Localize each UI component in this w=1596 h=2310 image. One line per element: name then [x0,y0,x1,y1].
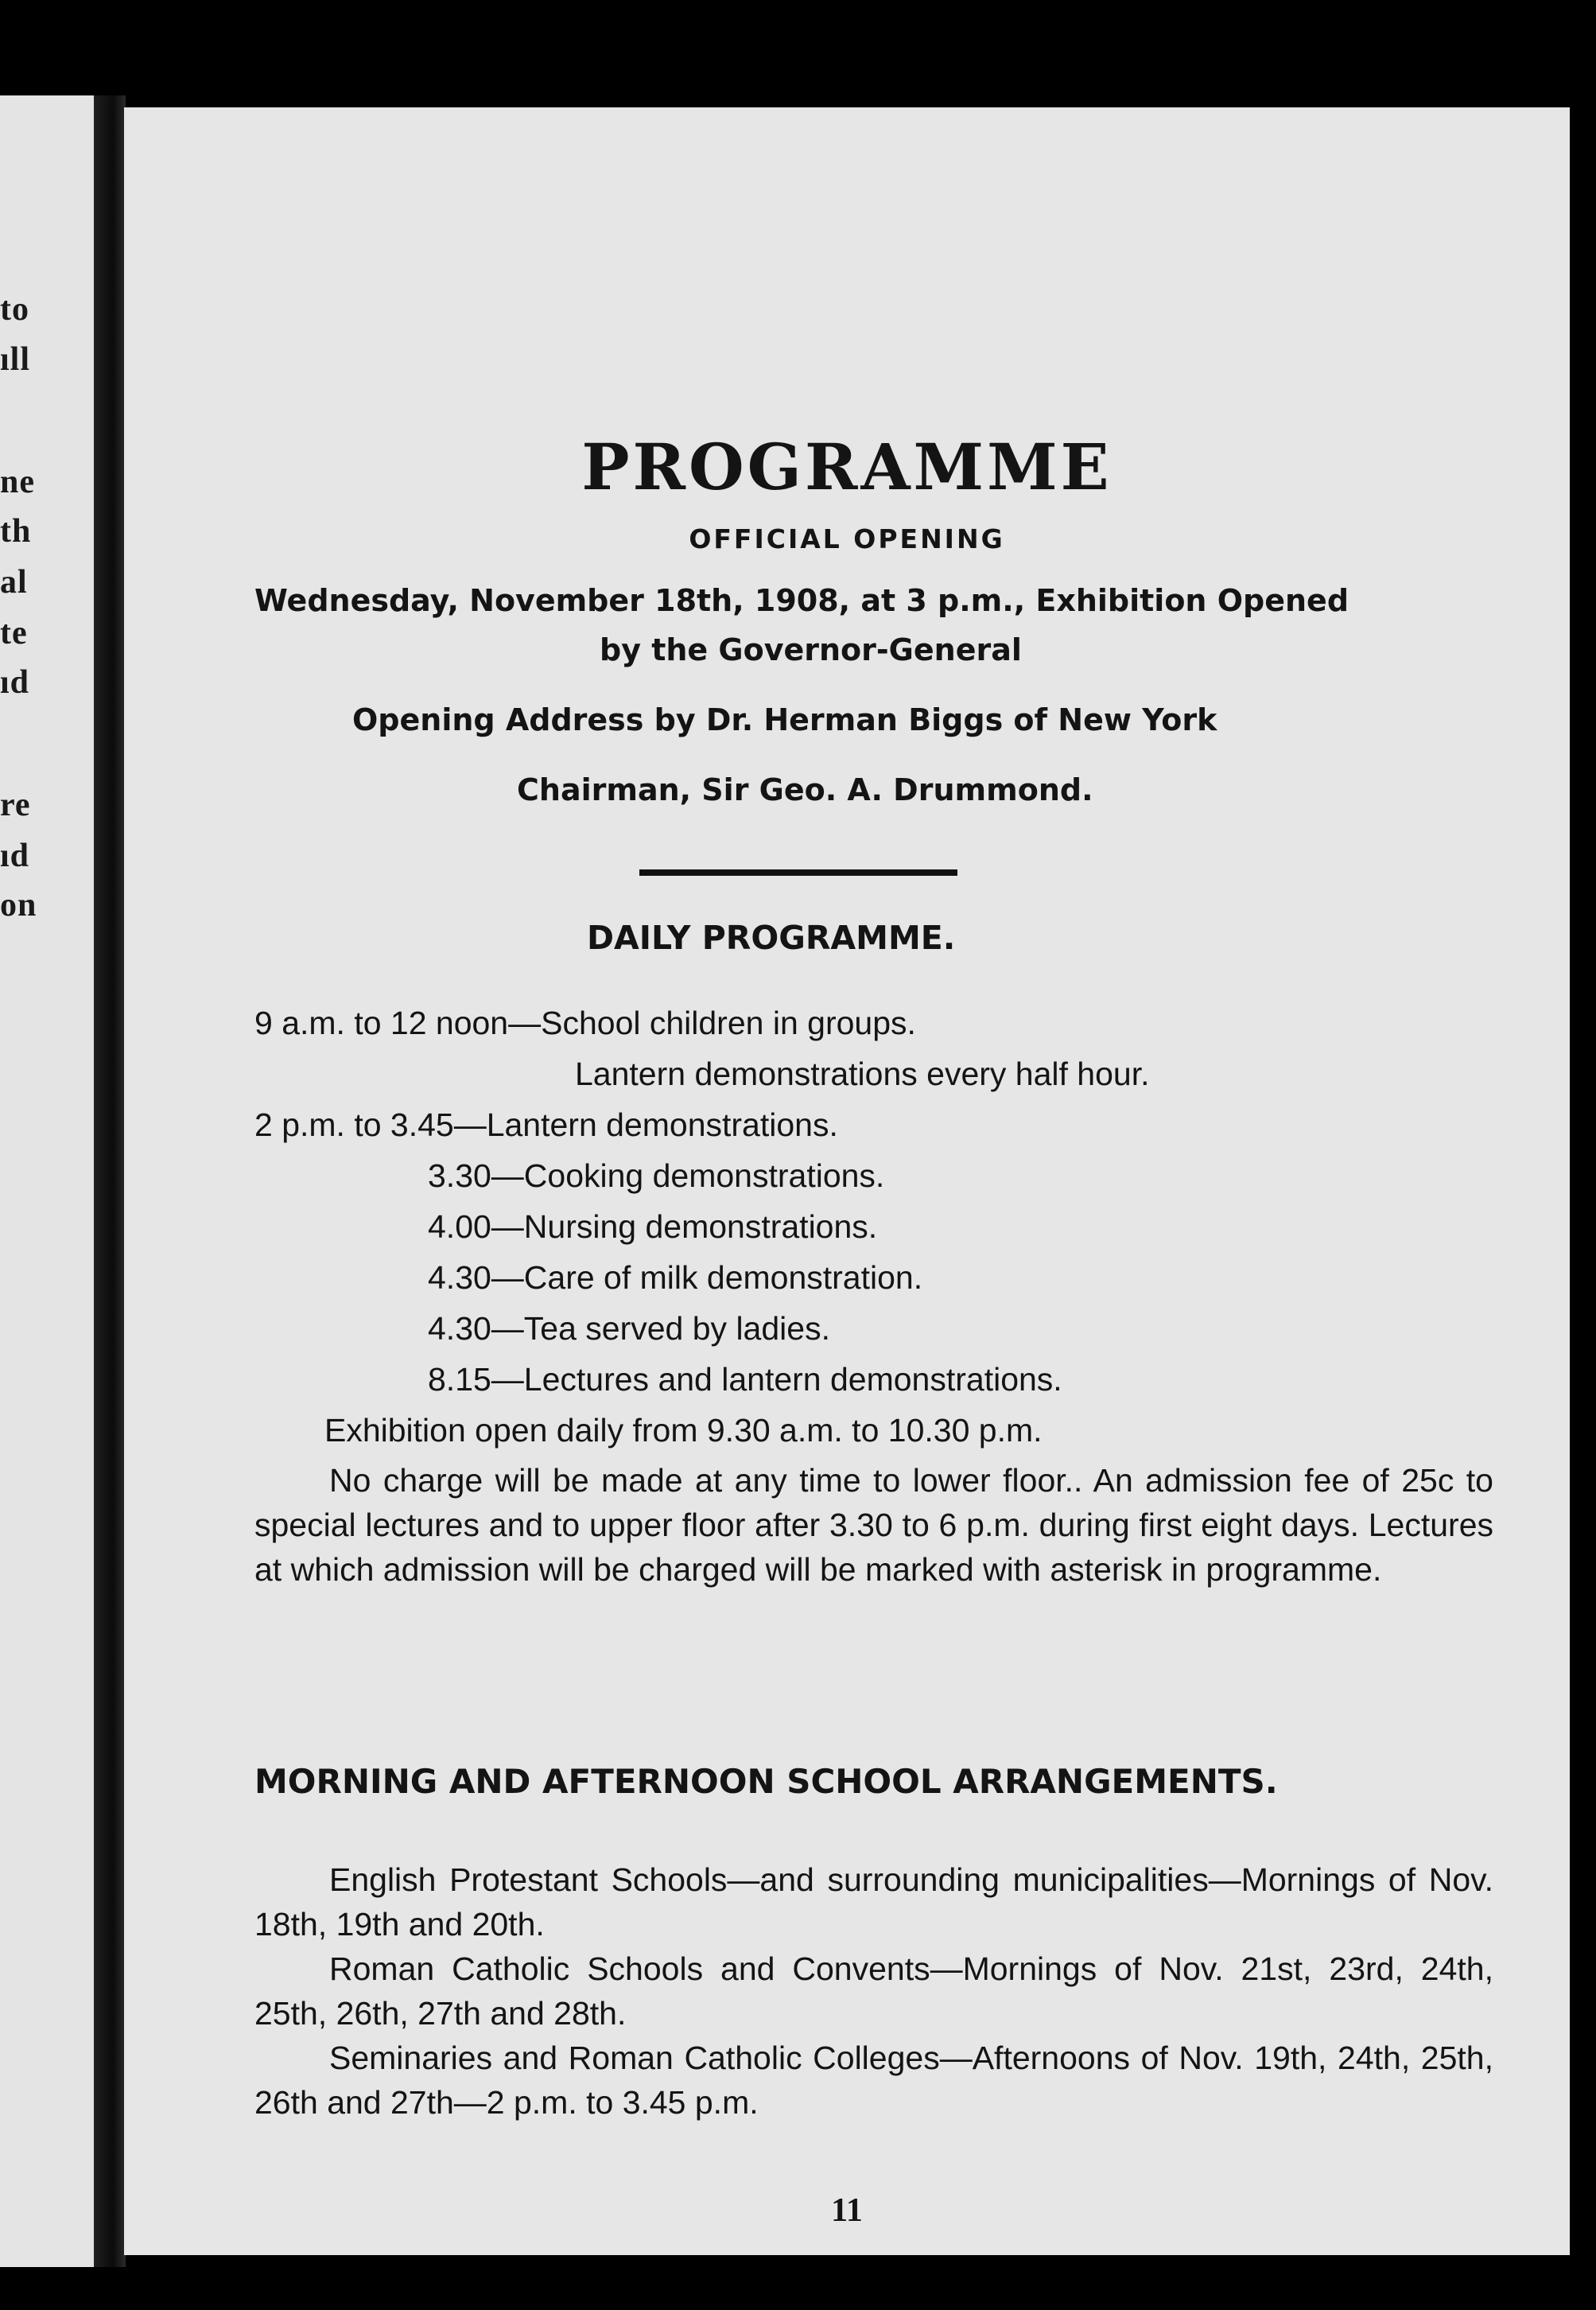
previous-page-strip [0,95,94,2267]
chairman-line: Chairman, Sir Geo. A. Drummond. [517,772,1093,807]
schedule-line: 4.30—Care of milk demonstration. [428,1259,923,1296]
school-arrangement-roman [254,1946,1493,2036]
exhibition-hours: Exhibition open daily from 9.30 a.m. to 10.30 p.m. [324,1412,1043,1449]
left-page-fragment: to [0,291,29,328]
page-number: 11 [831,2192,863,2229]
divider-rule [639,869,957,876]
opening-details-line2: by the Governor-General [600,632,1022,667]
book-binding [94,95,126,2267]
school-arrangements-heading: MORNING AND AFTERNOON SCHOOL ARRANGEMENTS. [254,1762,1278,1801]
schedule-line: 4.30—Tea served by ladies. [428,1310,830,1347]
left-page-fragment: ıd [0,838,30,874]
school-arrangement-seminaries [254,2036,1493,2125]
page-title: PROGRAMME [581,430,1113,504]
schedule-line: 8.15—Lectures and lantern demonstrations. [428,1361,1062,1398]
admission-note-text: No charge will be made at any time to lower floor.. An admission fee of 25c to special lectures and to upper floor after 3.30 to 6 p.m. during first eight days. Lectures at which admission will be charged will be marked with asterisk in programme. [254,1462,1493,1588]
opening-details-line1: Wednesday, November 18th, 1908, at 3 p.m., Exhibition Opened [254,583,1349,618]
page-subtitle: OFFICIAL OPENING [689,523,1005,554]
left-page-fragment: ne [0,464,35,500]
school-arrangement-english [254,1857,1493,1946]
school-arrangement-text: Seminaries and Roman Catholic Colleges—Afternoons of Nov. 19th, 24th, 25th, 26th and 27th—2 p.m. to 3.45 p.m. [254,2040,1493,2121]
schedule-line: 2 p.m. to 3.45—Lantern demonstrations. [254,1106,838,1143]
school-arrangement-text: English Protestant Schools—and surrounding municipalities—Mornings of Nov. 18th, 19th and 20th. [254,1861,1493,1942]
schedule-line: 4.00—Nursing demonstrations. [428,1208,878,1245]
daily-programme-heading: DAILY PROGRAMME. [587,919,956,957]
left-page-fragment: th [0,513,32,550]
document-page [124,107,1570,2255]
left-page-fragment: ıll [0,341,31,378]
schedule-line: 3.30—Cooking demonstrations. [428,1157,885,1194]
opening-address: Opening Address by Dr. Herman Biggs of New York [352,702,1217,737]
schedule-line: 9 a.m. to 12 noon—School children in groups. [254,1005,916,1041]
left-page-fragment: al [0,564,28,601]
left-page-fragment: te [0,615,28,651]
schedule-line: Lantern demonstrations every half hour. [575,1056,1150,1092]
school-arrangement-text: Roman Catholic Schools and Convents—Mornings of Nov. 21st, 23rd, 24th, 25th, 26th, 27th and 28th. [254,1950,1493,2032]
admission-note [254,1458,1493,1592]
left-page-fragment: on [0,887,37,924]
left-page-fragment: ıd [0,664,30,701]
left-page-fragment: re [0,787,31,823]
